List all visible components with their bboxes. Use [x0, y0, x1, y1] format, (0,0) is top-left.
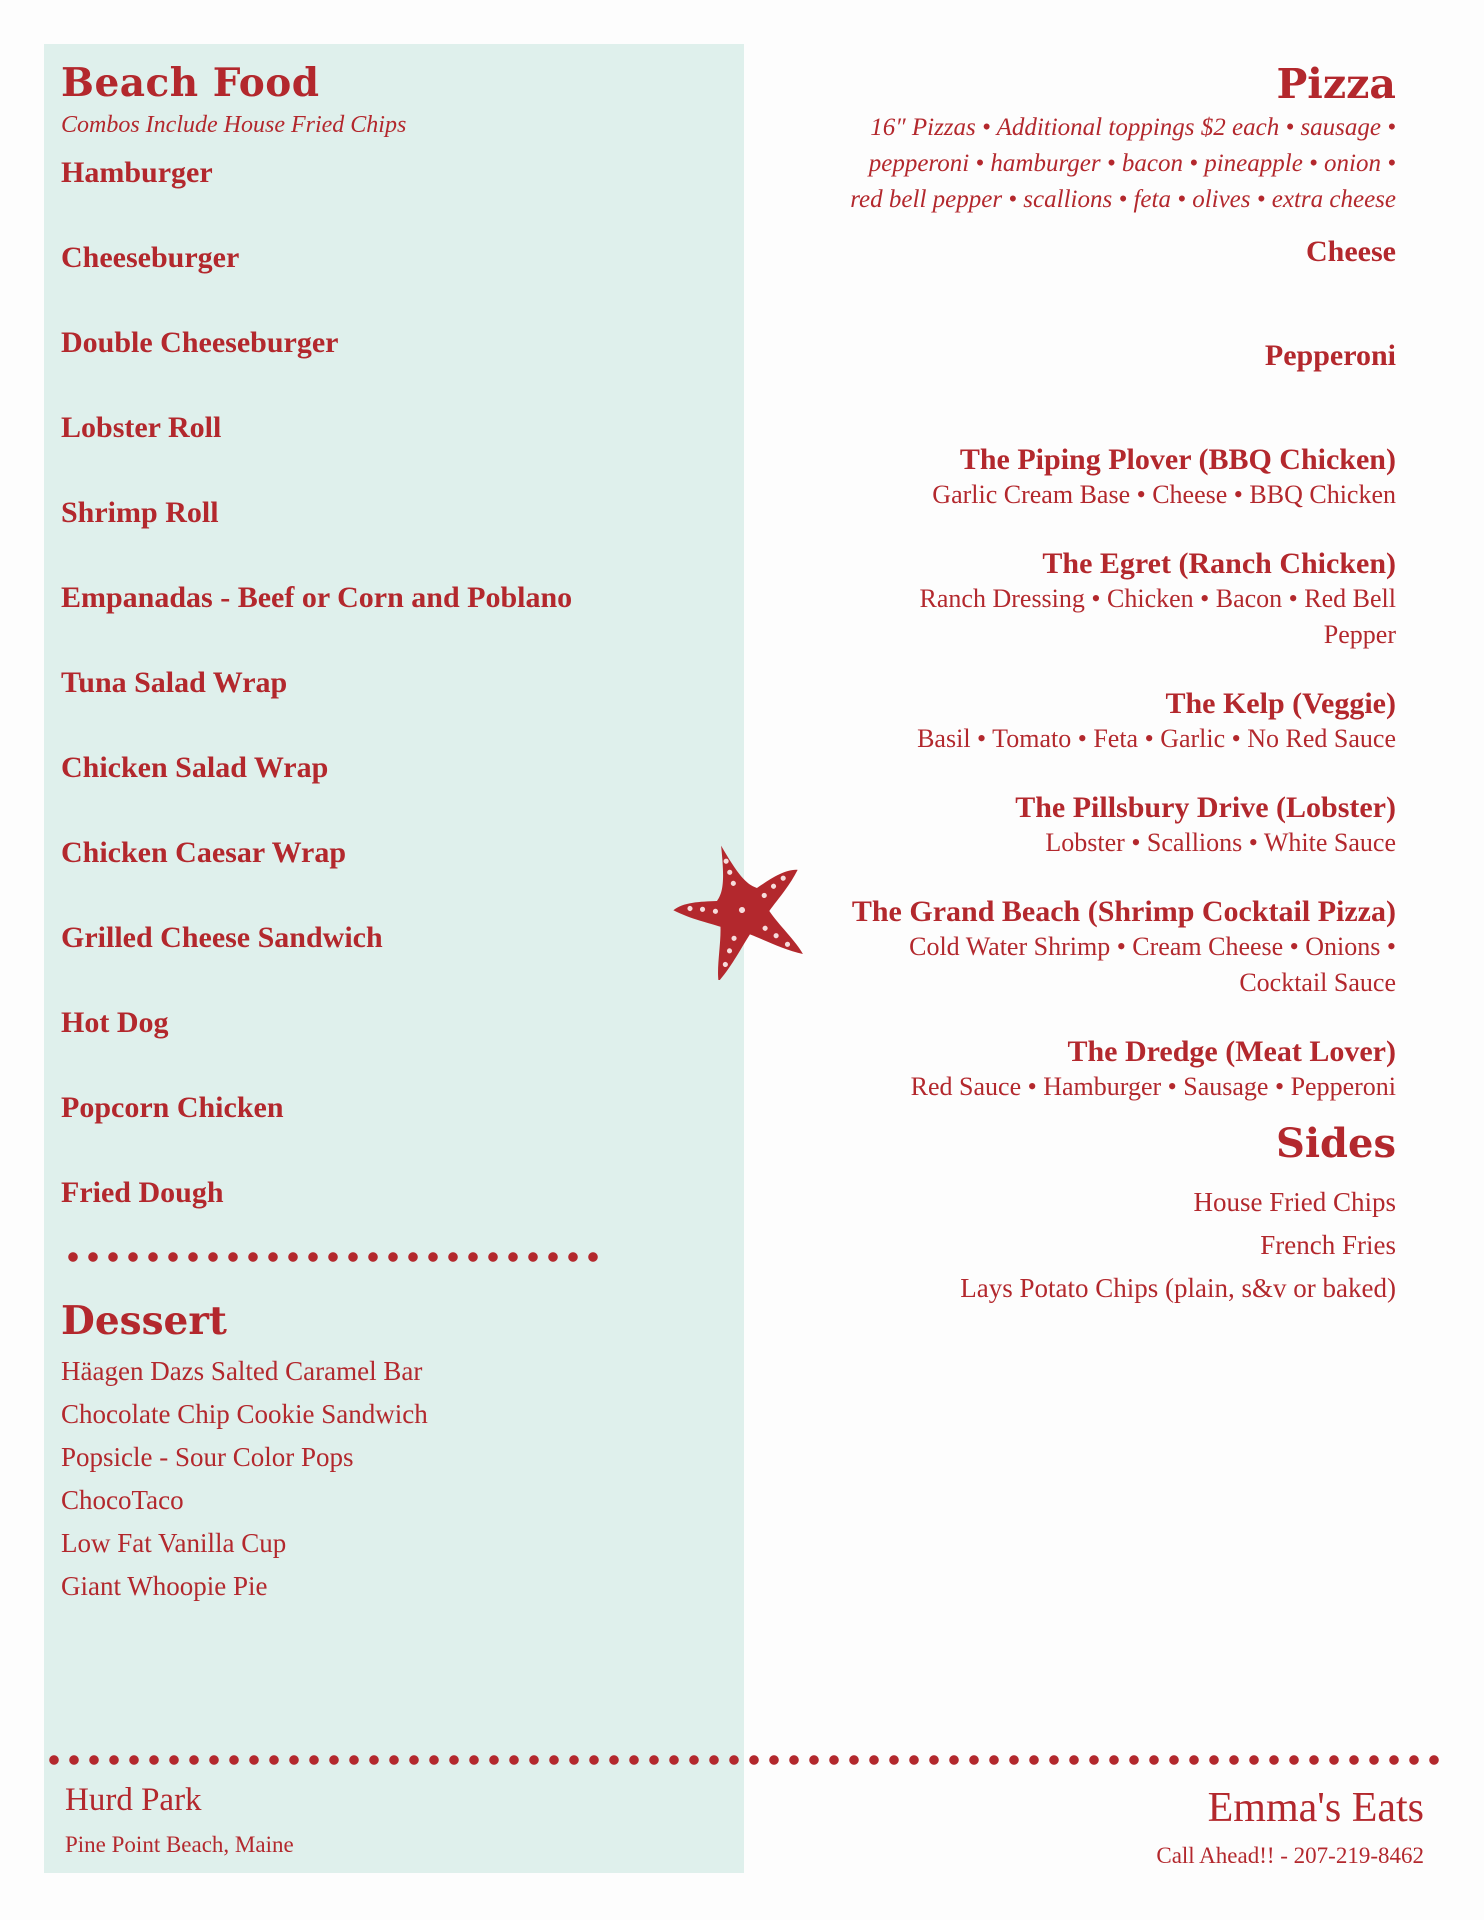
beach-food-subtitle: Combos Include House Fried Chips	[61, 112, 407, 138]
pizza-specialty-name: The Kelp (Veggie)	[1165, 687, 1396, 720]
menu-item: Popcorn Chicken	[61, 1091, 284, 1124]
pizza-specialty-desc: Pepper	[1323, 620, 1396, 649]
side-item: House Fried Chips	[1193, 1187, 1396, 1217]
sides-title: Sides	[1275, 1120, 1396, 1167]
pizza-specialty-name: The Piping Plover (BBQ Chicken)	[959, 443, 1396, 476]
dessert-item: ChocoTaco	[61, 1485, 184, 1515]
location-subtitle: Pine Point Beach, Maine	[65, 1832, 294, 1857]
pizza-note-line: pepperoni • hamburger • bacon • pineapple • onion •	[868, 150, 1396, 177]
pizza-specialty-desc: Ranch Dressing • Chicken • Bacon • Red Bell	[919, 584, 1396, 613]
pizza-specialty-name: The Egret (Ranch Chicken)	[1042, 547, 1396, 580]
brand-name: Emma's Eats	[1207, 1785, 1424, 1831]
pizza-specialty-name: The Grand Beach (Shrimp Cocktail Pizza)	[851, 895, 1396, 928]
menu-item: Cheeseburger	[61, 241, 240, 274]
pizza-specialty	[1015, 791, 1396, 861]
menu-item: Hamburger	[61, 156, 213, 189]
menu-item: Hot Dog	[61, 1006, 169, 1039]
pizza-note-line: red bell pepper • scallions • feta • olives • extra cheese	[850, 186, 1396, 213]
menu-item: Lobster Roll	[61, 411, 222, 444]
side-item: Lays Potato Chips (plain, s&v or baked)	[960, 1273, 1396, 1303]
menu-item: Shrimp Roll	[61, 496, 219, 529]
menu-item: Chicken Salad Wrap	[61, 751, 329, 784]
menu-item: Chicken Caesar Wrap	[61, 836, 347, 869]
beach-food-list	[61, 155, 572, 1260]
side-item: French Fries	[1260, 1230, 1396, 1260]
pizza-specialty-desc: Cold Water Shrimp • Cream Cheese • Onions •	[909, 932, 1396, 961]
pizza-specialty-desc: Lobster • Scallions • White Sauce	[1045, 828, 1396, 857]
menu-item: Tuna Salad Wrap	[61, 666, 288, 699]
pizza-specialty	[917, 687, 1396, 757]
dessert-item: Giant Whoopie Pie	[61, 1571, 268, 1601]
dessert-item: Low Fat Vanilla Cup	[61, 1528, 287, 1558]
menu-item: Empanadas - Beef or Corn and Poblano	[61, 581, 573, 614]
pizza-pepperoni: Pepperoni	[1264, 339, 1396, 372]
pizza-note	[776, 110, 1396, 218]
dessert-item: Popsicle - Sour Color Pops	[61, 1442, 354, 1472]
footer-dotted-divider	[44, 1754, 1444, 1766]
pizza-specialty	[852, 895, 1396, 1001]
dessert-item: Häagen Dazs Salted Caramel Bar	[61, 1356, 423, 1386]
beach-food-title: Beach Food	[61, 60, 320, 106]
dessert-list	[61, 1354, 428, 1612]
menu-item: Fried Dough	[61, 1176, 224, 1209]
pizza-specialty	[911, 1035, 1396, 1105]
pizza-specialty	[920, 547, 1396, 653]
location-name: Hurd Park	[65, 1782, 202, 1818]
pizza-specialty-desc: Garlic Cream Base • Cheese • BBQ Chicken	[932, 480, 1396, 509]
menu-item: Double Cheeseburger	[61, 326, 339, 359]
menu-item: Grilled Cheese Sandwich	[61, 921, 383, 954]
pizza-specialty-desc: Red Sauce • Hamburger • Sausage • Pepperoni	[910, 1072, 1396, 1101]
phone-line: Call Ahead!! - 207-219-8462	[1156, 1843, 1424, 1868]
pizza-specialty-name: The Dredge (Meat Lover)	[1067, 1035, 1396, 1068]
pizza-specialty	[932, 443, 1396, 513]
pizza-specialty-desc: Basil • Tomato • Feta • Garlic • No Red Sauce	[917, 724, 1396, 753]
dotted-divider	[63, 1251, 603, 1263]
pizza-specialty-desc: Cocktail Sauce	[1239, 968, 1396, 997]
pizza-title: Pizza	[1276, 60, 1396, 108]
dessert-title: Dessert	[61, 1298, 227, 1344]
dessert-item: Chocolate Chip Cookie Sandwich	[61, 1399, 428, 1429]
pizza-specialty-name: The Pillsbury Drive (Lobster)	[1015, 791, 1396, 824]
starfish-icon	[672, 840, 812, 980]
pizza-cheese: Cheese	[1306, 235, 1396, 268]
pizza-note-line: 16″ Pizzas • Additional toppings $2 each • sausage •	[870, 114, 1396, 141]
